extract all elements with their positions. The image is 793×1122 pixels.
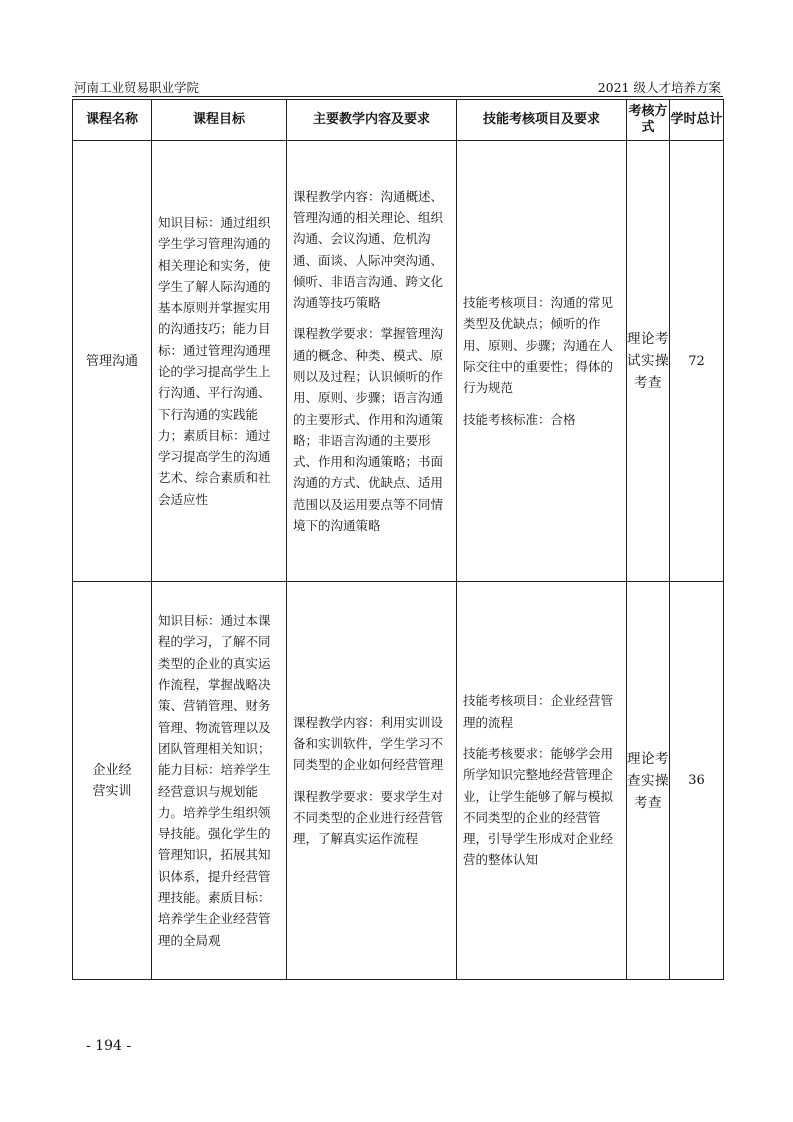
skill-item: 技能考核项目：企业经营管理的流程 <box>463 693 614 730</box>
column-header-assessment: 考核方式 <box>627 100 670 141</box>
total-hours: 36 <box>670 582 724 980</box>
course-goal <box>152 582 287 980</box>
table-row <box>73 141 724 582</box>
column-header-course: 课程名称 <box>73 100 152 141</box>
header-plan-title: 2021 级人才培养方案 <box>597 80 721 95</box>
course-name: 管理沟通 <box>73 141 152 582</box>
course-skill <box>457 141 627 582</box>
header-rule <box>72 96 723 97</box>
teaching-content: 课程教学内容：利用实训设备和实训软件，学生学习不同类型的企业如何经营管理 <box>293 714 444 773</box>
column-header-goal: 课程目标 <box>152 100 287 141</box>
course-goal-text: 知识目标：通过本课程的学习，了解不同类型的企业的真实运作流程，掌握战略决策、营销管理、财务管理、物流管理以及团队管理相关知识；能力目标：培养学生经营意识与规划能力。培养学生组织领导技能。强化学生的管理知识，拓展其知识体系，提升经营管理技能。素质目标：培养学生企业经营管理的全局观 <box>158 613 271 948</box>
skill-item: 技能考核项目：沟通的常见类型及优缺点；倾听的作用、原则、步骤；沟通在人际交往中的重要性；得体的行为规范 <box>463 295 614 396</box>
page-number: - 194 - <box>86 1038 132 1054</box>
course-goal <box>152 141 287 582</box>
teaching-requirement: 课程教学要求：要求学生对不同类型的企业进行经营管理，了解真实运作流程 <box>293 788 444 847</box>
column-header-skill: 技能考核项目及要求 <box>457 100 627 141</box>
teaching-requirement: 课程教学要求：掌握管理沟通的概念、种类、模式、原则以及过程；认识倾听的作用、原则、步骤；语言沟通的主要形式、作用和沟通策略；非语言沟通的主要形式、作用和沟通策略；书面沟通的方式、优缺点、适用范围以及运用要点等不同情境下的沟通策略 <box>293 326 444 534</box>
total-hours: 72 <box>670 141 724 582</box>
teaching-content: 课程教学内容：沟通概述、管理沟通的相关理论、组织沟通、会议沟通、危机沟通、面谈、人际冲突沟通、倾听、非语言沟通、跨文化沟通等技巧策略 <box>293 188 444 311</box>
course-name: 企业经营实训 <box>73 582 152 980</box>
course-goal-text: 知识目标：通过组织学生学习管理沟通的相关理论和实务，使学生了解人际沟通的基本原则并掌握实用的沟通技巧；能力目标：通过管理沟通理论的学习提高学生上行沟通、平行沟通、下行沟通的实践能力；素质目标：通过学习提高学生的沟通艺术、综合素质和社会适应性 <box>158 214 271 507</box>
assessment-method: 理论考试实操考查 <box>627 141 670 582</box>
curriculum-table <box>72 99 724 980</box>
table-row <box>73 582 724 980</box>
course-content <box>287 582 457 980</box>
skill-standard: 技能考核要求：能够学会用所学知识完整地经营管理企业，让学生能够了解与模拟不同类型的企业的经营管理，引导学生形成对企业经营的整体认知 <box>463 745 614 868</box>
course-content <box>287 141 457 582</box>
column-header-hours: 学时总计 <box>670 100 724 141</box>
header-school-name: 河南工业贸易职业学院 <box>74 80 200 95</box>
course-skill <box>457 582 627 980</box>
skill-standard: 技能考核标准：合格 <box>463 411 576 427</box>
assessment-method: 理论考查实操考查 <box>627 582 670 980</box>
column-header-content: 主要教学内容及要求 <box>287 100 457 141</box>
table-header-row <box>73 100 724 141</box>
